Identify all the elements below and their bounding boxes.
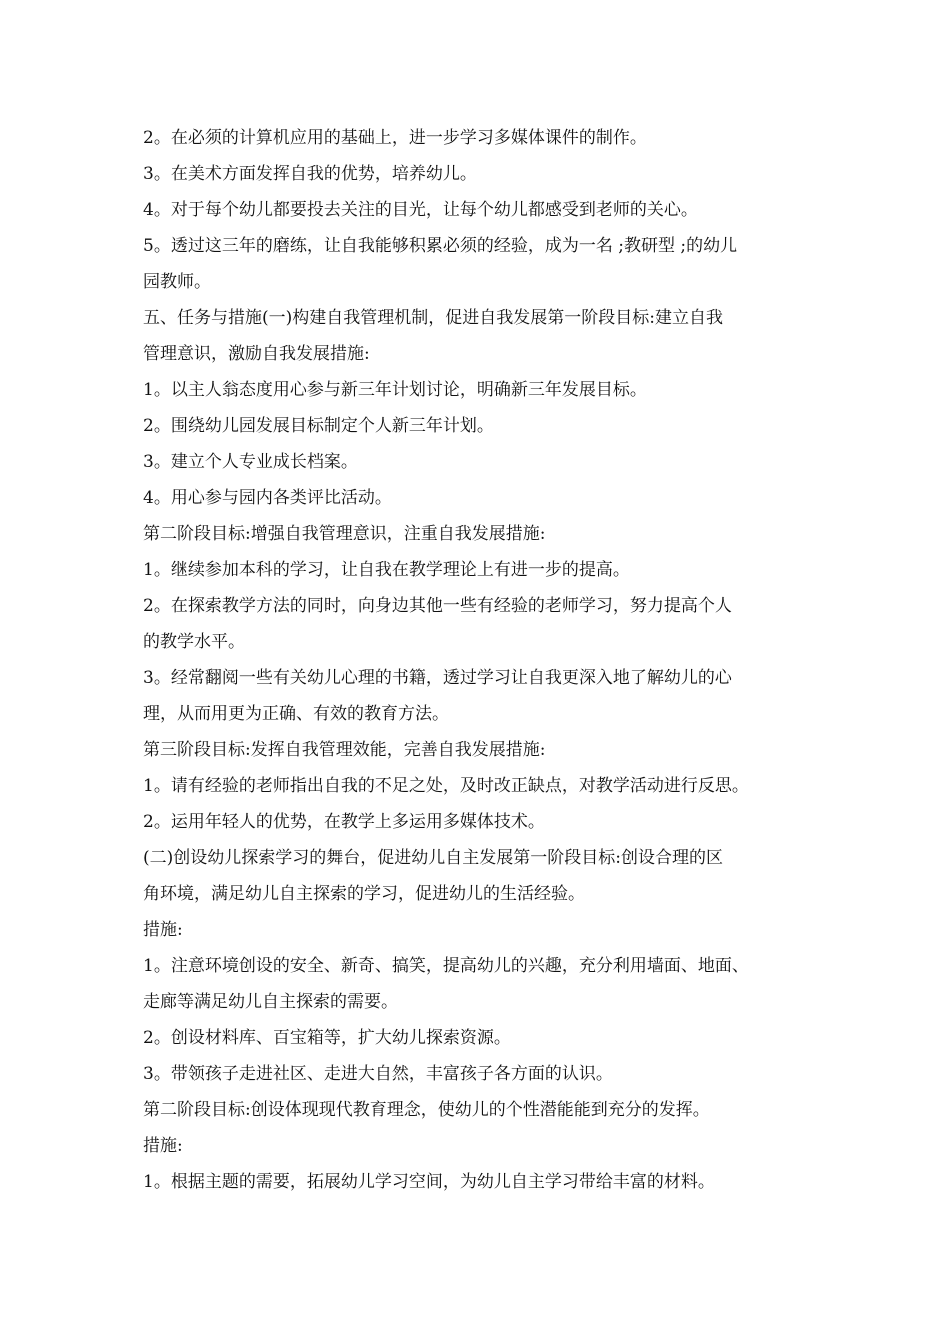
text-line: 措施:: [143, 1136, 183, 1156]
stage-heading-line: 第二阶段目标:创设体现现代教育理念，使幼儿的个性潜能能到充分的发挥。: [143, 1100, 710, 1120]
stage-heading-line: 第三阶段目标:发挥自我管理效能，完善自我发展措施:: [143, 740, 546, 760]
document-body: [143, 120, 833, 1200]
text-line: 管理意识，激励自我发展措施:: [143, 344, 370, 364]
text-line: 2。在必须的计算机应用的基础上，进一步学习多媒体课件的制作。: [143, 128, 647, 148]
text-line: 3。建立个人专业成长档案。: [143, 452, 358, 472]
text-line: 3。经常翻阅一些有关幼儿心理的书籍，透过学习让自我更深入地了解幼儿的心: [143, 668, 732, 688]
text-line: 3。带领孩子走进社区、走进大自然，丰富孩子各方面的认识。: [143, 1064, 613, 1084]
text-line: 2。运用年轻人的优势，在教学上多运用多媒体技术。: [143, 812, 545, 832]
section-heading-line: (二)创设幼儿探索学习的舞台，促进幼儿自主发展第一阶段目标:创设合理的区: [143, 848, 723, 868]
text-line: 角环境，满足幼儿自主探索的学习，促进幼儿的生活经验。: [143, 884, 585, 904]
text-line: 1。以主人翁态度用心参与新三年计划讨论，明确新三年发展目标。: [143, 380, 647, 400]
text-line: 3。在美术方面发挥自我的优势，培养幼儿。: [143, 164, 477, 184]
text-line: 4。对于每个幼儿都要投去关注的目光，让每个幼儿都感受到老师的关心。: [143, 200, 698, 220]
text-line: 1。根据主题的需要，拓展幼儿学习空间，为幼儿自主学习带给丰富的材料。: [143, 1172, 715, 1192]
text-line: 1。注意环境创设的安全、新奇、搞笑，提高幼儿的兴趣，充分利用墙面、地面、: [143, 956, 749, 976]
text-line: 2。围绕幼儿园发展目标制定个人新三年计划。: [143, 416, 494, 436]
section-heading-line: 五、任务与措施(一)构建自我管理机制，促进自我发展第一阶段目标:建立自我: [143, 308, 723, 328]
stage-heading-line: 第二阶段目标:增强自我管理意识，注重自我发展措施:: [143, 524, 546, 544]
text-line: 的教学水平。: [143, 632, 245, 652]
text-line: 2。在探索教学方法的同时，向身边其他一些有经验的老师学习，努力提高个人: [143, 596, 732, 616]
text-line: 2。创设材料库、百宝箱等，扩大幼儿探索资源。: [143, 1028, 511, 1048]
text-line: 理，从而用更为正确、有效的教育方法。: [143, 704, 449, 724]
text-line: 4。用心参与园内各类评比活动。: [143, 488, 392, 508]
text-line: 1。请有经验的老师指出自我的不足之处，及时改正缺点，对教学活动进行反思。: [143, 776, 749, 796]
text-line: 园教师。: [143, 272, 211, 292]
text-line: 1。继续参加本科的学习，让自我在教学理论上有进一步的提高。: [143, 560, 630, 580]
text-line: 走廊等满足幼儿自主探索的需要。: [143, 992, 398, 1012]
text-line: 5。透过这三年的磨练，让自我能够积累必须的经验，成为一名 ;教研型 ;的幼儿: [143, 236, 738, 256]
text-line: 措施:: [143, 920, 183, 940]
